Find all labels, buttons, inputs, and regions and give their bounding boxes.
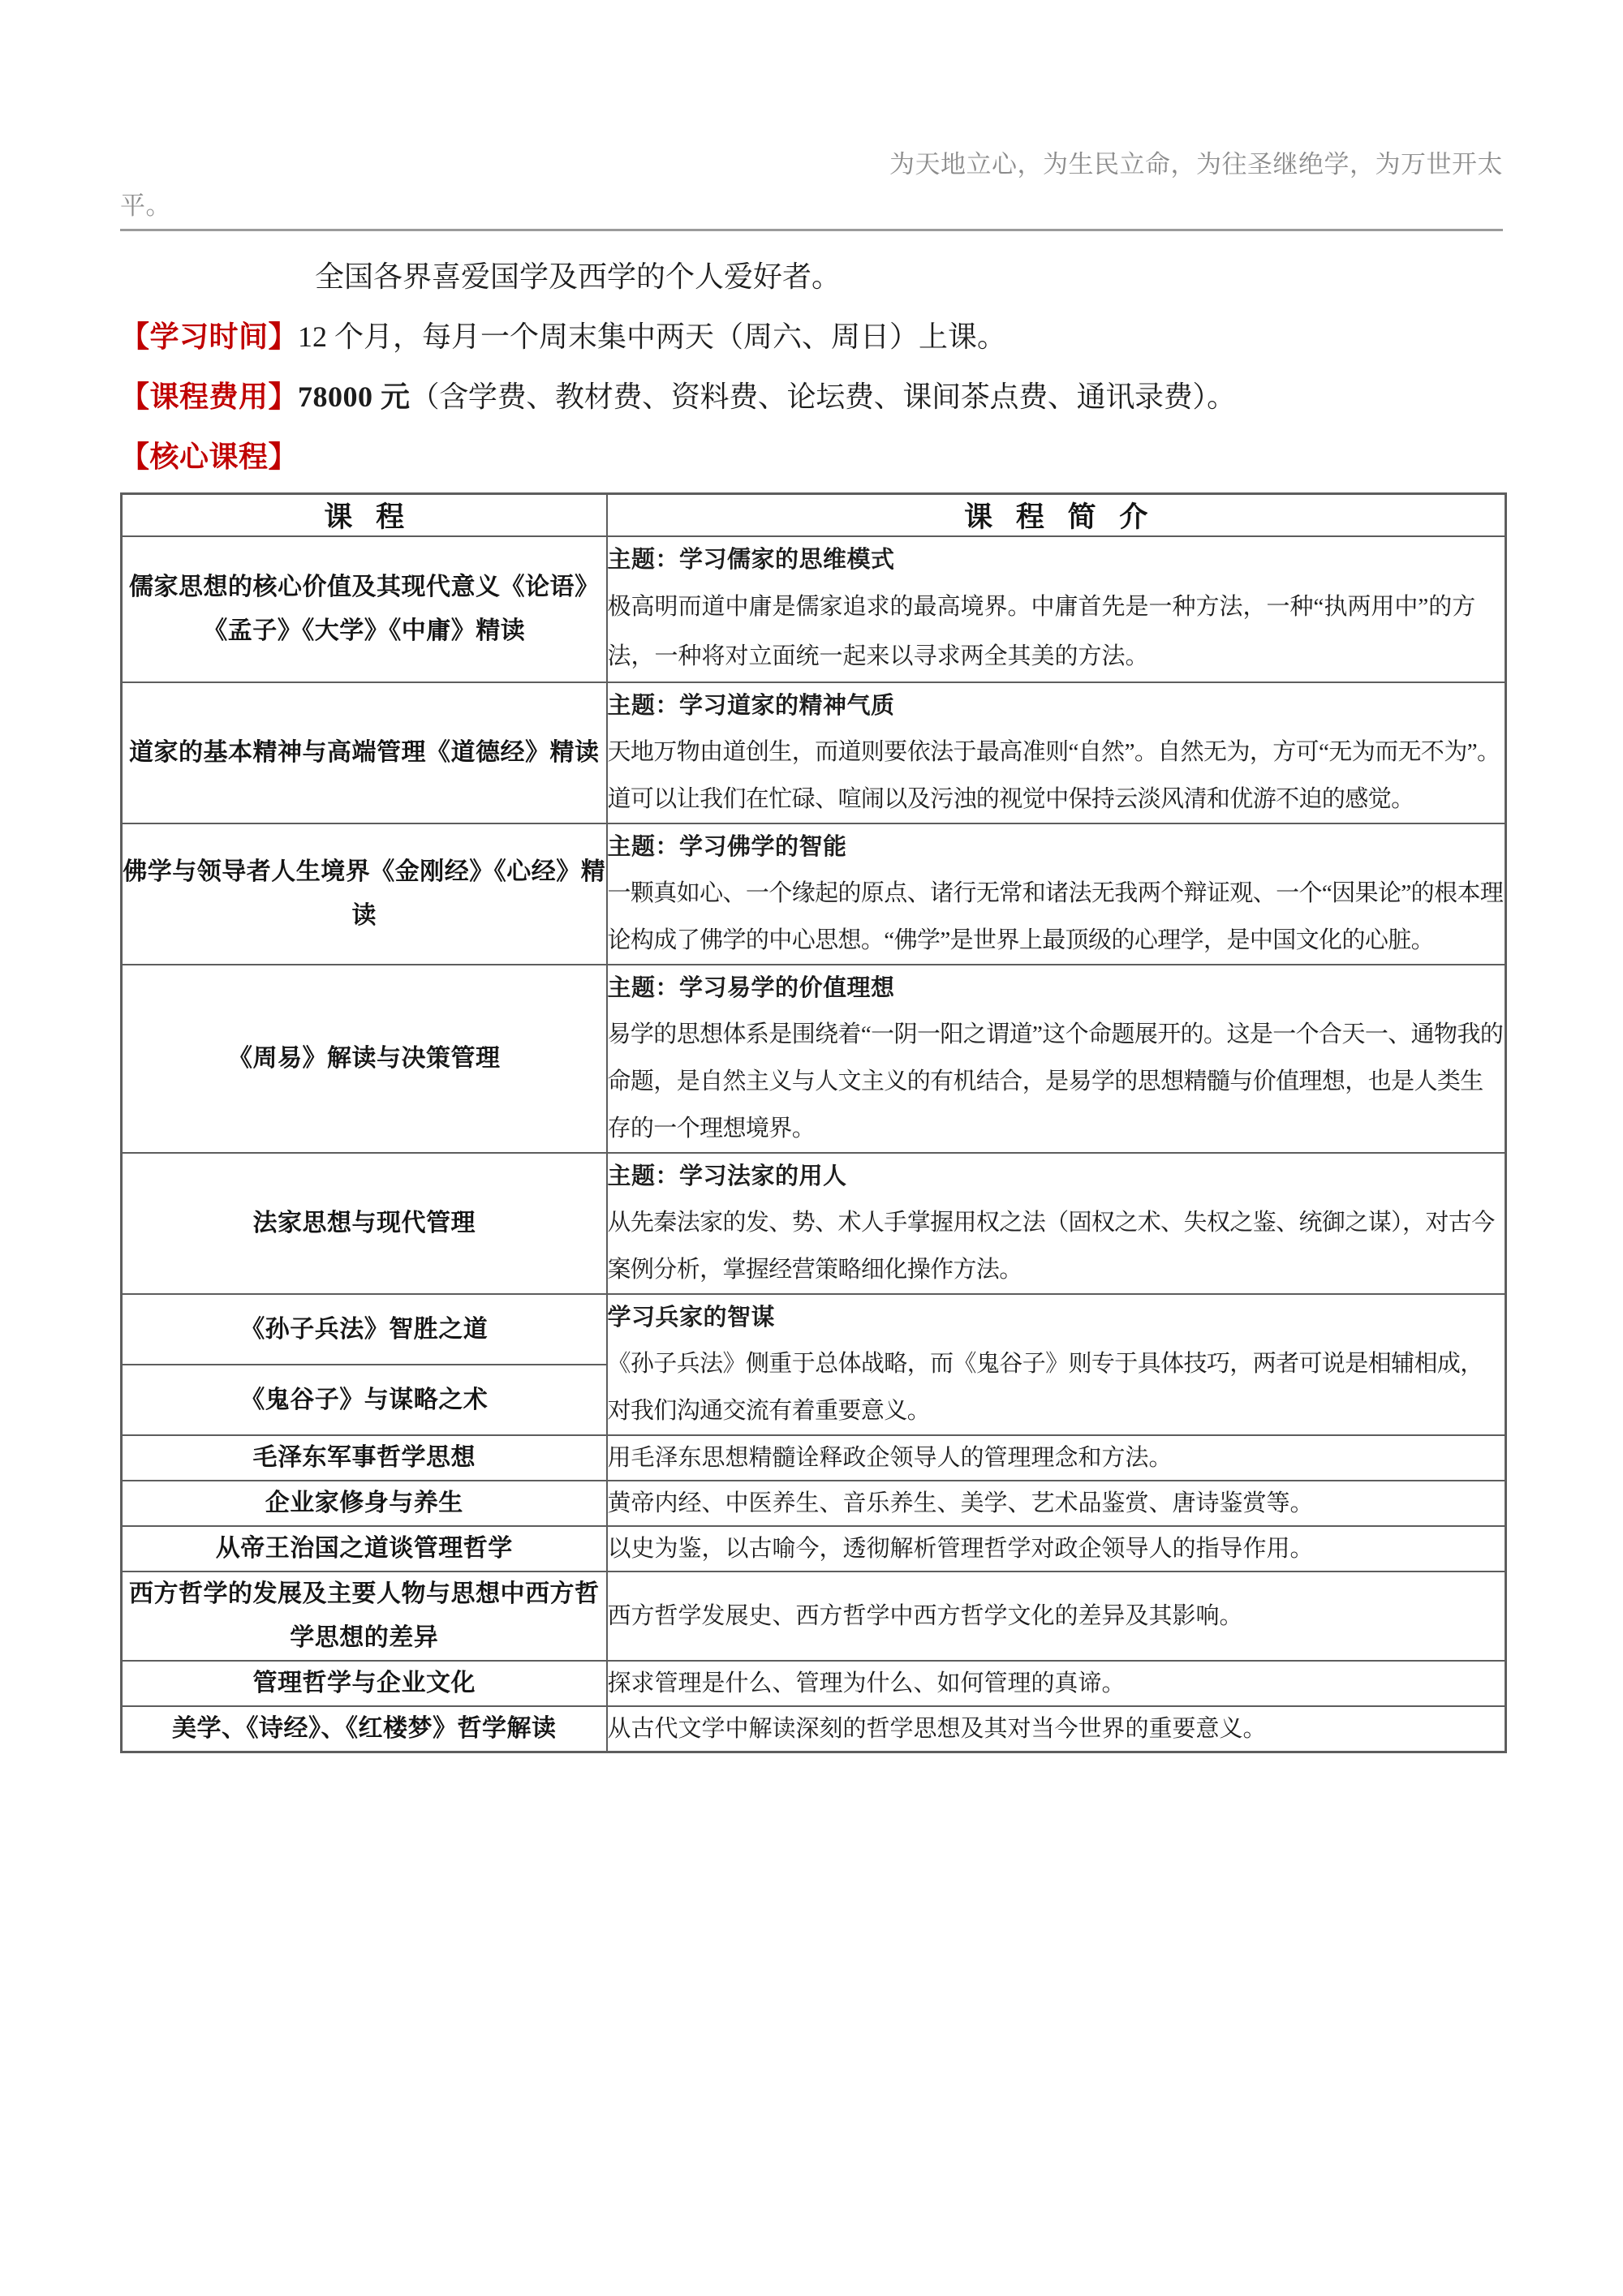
course-description: 用毛泽东思想精髓诠释政企领导人的管理理念和方法。 <box>607 1435 1506 1481</box>
course-description-merged <box>607 1294 1506 1435</box>
table-row-merged-first <box>122 1294 1506 1365</box>
table-row <box>122 823 1506 965</box>
course-name: 道家的基本精神与高端管理《道德经》精读 <box>122 682 607 823</box>
table-row <box>122 1661 1506 1706</box>
spacer <box>120 363 1503 371</box>
description-body: 天地万物由道创生，而道则要依法于最高准则“自然”。自然无为，方可“无为而无不为”。道可以让我们在忙碌、喧闹以及污浊的视觉中保持云淡风清和优游不迫的感觉。 <box>607 739 1500 812</box>
course-table-wrapper <box>0 483 1623 1753</box>
course-name: 从帝王治国之道谈管理哲学 <box>122 1526 607 1572</box>
description-title: 主题：学习易学的价值理想 <box>607 975 895 1001</box>
description-title: 主题：学习道家的精神气质 <box>607 693 895 719</box>
course-name: 西方哲学的发展及主要人物与思想中西方哲学思想的差异 <box>122 1572 607 1661</box>
header-motto-line-2: 平。 <box>120 191 171 220</box>
course-description: 黄帝内经、中医养生、音乐养生、美学、艺术品鉴赏、唐诗鉴赏等。 <box>607 1481 1506 1526</box>
course-description: 探求管理是什么、管理为什么、如何管理的真谛。 <box>607 1661 1506 1706</box>
table-row <box>122 536 1506 682</box>
fee-label: 【课程费用】 <box>120 381 299 413</box>
table-row <box>122 1481 1506 1526</box>
description-title: 学习兵家的智谋 <box>607 1305 776 1331</box>
table-row <box>122 1526 1506 1572</box>
course-name: 佛学与领导者人生境界《金刚经》《心经》精读 <box>122 823 607 965</box>
table-header-row <box>122 494 1506 537</box>
table-row <box>122 1153 1506 1294</box>
description-title: 主题：学习儒家的思维模式 <box>607 547 895 573</box>
column-header-intro: 课 程 简 介 <box>607 494 1506 537</box>
course-name: 《鬼谷子》与谋略之术 <box>122 1365 607 1435</box>
course-description <box>607 823 1506 965</box>
description-body: 《孙子兵法》侧重于总体战略，而《鬼谷子》则专于具体技巧，两者可说是相辅相成，对我们沟通交流有着重要意义。 <box>607 1351 1483 1424</box>
course-description <box>607 1153 1506 1294</box>
study-time-value: 12 个月，每月一个周末集中两天（周六、周日）上课。 <box>298 320 1007 353</box>
course-name: 儒家思想的核心价值及其现代意义《论语》《孟子》《大学》《中庸》精读 <box>122 536 607 682</box>
course-description: 从古代文学中解读深刻的哲学思想及其对当今世界的重要意义。 <box>607 1706 1506 1752</box>
column-header-course: 课 程 <box>122 494 607 537</box>
course-name: 毛泽东军事哲学思想 <box>122 1435 607 1481</box>
course-description <box>607 682 1506 823</box>
course-name: 管理哲学与企业文化 <box>122 1661 607 1706</box>
study-time-line <box>120 311 1503 363</box>
description-title: 主题：学习佛学的智能 <box>607 834 847 860</box>
table-row <box>122 1572 1506 1661</box>
course-name: 企业家修身与养生 <box>122 1481 607 1526</box>
course-name: 法家思想与现代管理 <box>122 1153 607 1294</box>
study-time-label: 【学习时间】 <box>120 320 299 353</box>
spacer <box>120 303 1503 311</box>
course-name: 《周易》解读与决策管理 <box>122 965 607 1153</box>
fee-line <box>120 371 1503 423</box>
spacer <box>120 423 1503 431</box>
audience-line: 全国各界喜爱国学及西学的个人爱好者。 <box>315 260 842 293</box>
table-row <box>122 1435 1506 1481</box>
page-header <box>0 0 1623 231</box>
intro-section <box>0 231 1623 483</box>
description-body: 从先秦法家的发、势、术人手掌握用权之法（固权之术、失权之鉴、统御之谋），对古今案例分析，掌握经营策略细化操作方法。 <box>607 1210 1495 1283</box>
core-courses-heading <box>120 431 1503 483</box>
fee-detail: （含学费、教材费、资料费、论坛费、课间茶点费、通讯录费）。 <box>410 381 1236 413</box>
description-title: 主题：学习法家的用人 <box>607 1163 847 1189</box>
course-table <box>120 492 1507 1753</box>
course-description: 以史为鉴，以古喻今，透彻解析管理哲学对政企领导人的指导作用。 <box>607 1526 1506 1572</box>
header-motto-line-1: 为天地立心，为生民立命，为往圣继绝学，为万世开太 <box>889 150 1503 178</box>
fee-amount: 78000 元 <box>298 381 411 413</box>
table-row <box>122 965 1506 1153</box>
course-name: 美学、《诗经》、《红楼梦》哲学解读 <box>122 1706 607 1752</box>
table-row <box>122 682 1506 823</box>
description-body: 极高明而道中庸是儒家追求的最高境界。中庸首先是一种方法，一种“执两用中”的方法，一种将对立面统一起来以寻求两全其美的方法。 <box>607 594 1476 669</box>
course-description: 西方哲学发展史、西方哲学中西方哲学文化的差异及其影响。 <box>607 1572 1506 1661</box>
course-name: 《孙子兵法》智胜之道 <box>122 1294 607 1365</box>
course-description <box>607 536 1506 682</box>
description-body: 易学的思想体系是围绕着“一阴一阳之谓道”这个命题展开的。这是一个合天一、通物我的命题，是自然主义与人文主义的有机结合，是易学的思想精髓与价值理想，也是人类生存的一个理想境界。 <box>607 1021 1504 1142</box>
core-courses-label: 【核心课程】 <box>120 441 299 473</box>
course-description <box>607 965 1506 1153</box>
table-row <box>122 1706 1506 1752</box>
description-body: 一颗真如心、一个缘起的原点、诸行无常和诸法无我两个辩证观、一个“因果论”的根本理论构成了佛学的中心思想。“佛学”是世界上最顶级的心理学，是中国文化的心脏。 <box>607 880 1504 953</box>
